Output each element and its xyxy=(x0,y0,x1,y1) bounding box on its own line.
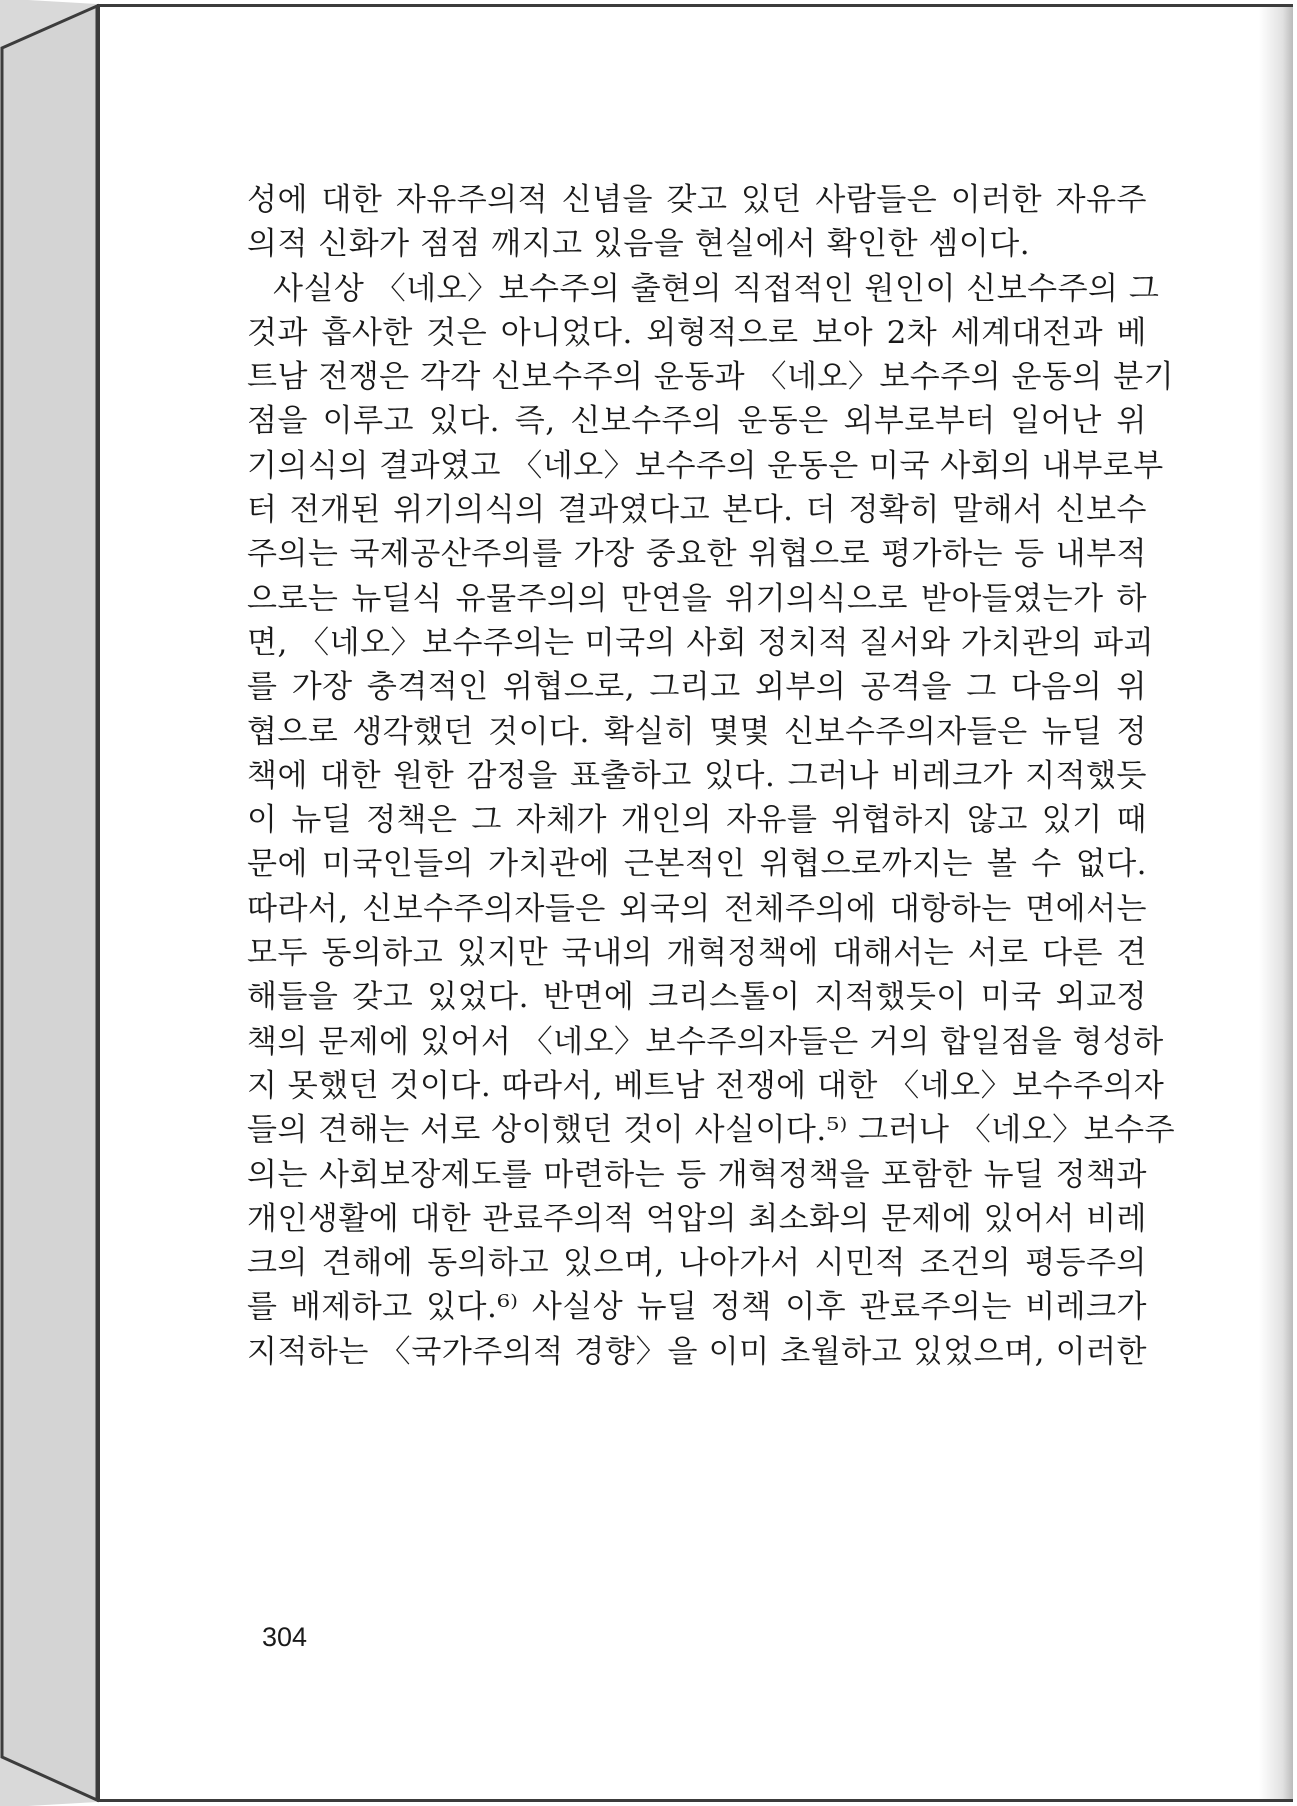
text-line: 트남 전쟁은 각각 신보수주의 운동과 〈네오〉보수주의 운동의 분기 xyxy=(247,359,1175,396)
text-line: 이 뉴딜 정책은 그 자체가 개인의 자유를 위협하지 않고 있기 때 xyxy=(247,802,1147,839)
text-line: 기의식의 결과였고 〈네오〉보수주의 운동은 미국 사회의 내부로부 xyxy=(247,447,1164,484)
text-line: 의적 신화가 점점 깨지고 있음을 현실에서 확인한 셈이다. xyxy=(247,226,1031,263)
text-line: 크의 견해에 동의하고 있으며, 나아가서 시민적 조건의 평등주의 xyxy=(247,1245,1147,1282)
text-line: 협으로 생각했던 것이다. 확실히 몇몇 신보수주의자들은 뉴딜 정 xyxy=(247,713,1147,750)
body-text xyxy=(247,178,1176,1374)
text-line: 면, 〈네오〉보수주의는 미국의 사회 정치적 질서와 가치관의 파괴 xyxy=(247,624,1154,661)
text-line: 것과 흡사한 것은 아니었다. 외형적으로 보아 2차 세계대전과 베 xyxy=(247,314,1147,351)
page-number: 304 xyxy=(262,1622,308,1652)
text-line: 터 전개된 위기의식의 결과였다고 본다. 더 정확히 말해서 신보수 xyxy=(247,492,1147,529)
text-line: 점을 이루고 있다. 즉, 신보수주의 운동은 외부로부터 일어난 위 xyxy=(247,403,1147,440)
text-line: 책에 대한 원한 감정을 표출하고 있다. 그러나 비레크가 지적했듯 xyxy=(247,757,1147,794)
text-line: 지적하는 〈국가주의적 경향〉을 이미 초월하고 있었으며, 이러한 xyxy=(247,1333,1147,1370)
text-line: 으로는 뉴딜식 유물주의의 만연을 위기의식으로 받아들였는가 하 xyxy=(247,580,1147,617)
text-line: 문에 미국인들의 가치관에 근본적인 위협으로까지는 볼 수 없다. xyxy=(247,846,1147,883)
text-line: 모두 동의하고 있지만 국내의 개혁정책에 대해서는 서로 다른 견 xyxy=(247,935,1147,972)
text-line: 따라서, 신보수주의자들은 외국의 전체주의에 대항하는 면에서는 xyxy=(247,890,1147,927)
text-line: 성에 대한 자유주의적 신념을 갖고 있던 사람들은 이러한 자유주 xyxy=(247,182,1147,218)
text-line: 해들을 갖고 있었다. 반면에 크리스톨이 지적했듯이 미국 외교정 xyxy=(247,979,1147,1016)
text-line: 지 못했던 것이다. 따라서, 베트남 전쟁에 대한 〈네오〉보수주의자 xyxy=(247,1067,1165,1104)
text-line: 들의 견해는 서로 상이했던 것이 사실이다.⁵⁾ 그러나 〈네오〉보수주 xyxy=(247,1112,1176,1149)
text-line: 를 배제하고 있다.⁶⁾ 사실상 뉴딜 정책 이후 관료주의는 비레크가 xyxy=(247,1289,1147,1326)
text-line: 개인생활에 대한 관료주의적 억압의 최소화의 문제에 있어서 비레 xyxy=(247,1200,1147,1237)
text-line: 의는 사회보장제도를 마련하는 등 개혁정책을 포함한 뉴딜 정책과 xyxy=(247,1156,1147,1193)
page-edge-shadow xyxy=(1259,7,1293,1799)
text-line: 를 가장 충격적인 위협으로, 그리고 외부의 공격을 그 다음의 위 xyxy=(247,669,1147,706)
text-line: 책의 문제에 있어서 〈네오〉보수주의자들은 거의 합일점을 형성하 xyxy=(247,1023,1164,1060)
text-line: 주의는 국제공산주의를 가장 중요한 위협으로 평가하는 등 내부적 xyxy=(247,536,1147,573)
book-spine xyxy=(0,0,100,1806)
text-line: 사실상 〈네오〉보수주의 출현의 직접적인 원인이 신보수주의 그 xyxy=(273,270,1160,307)
